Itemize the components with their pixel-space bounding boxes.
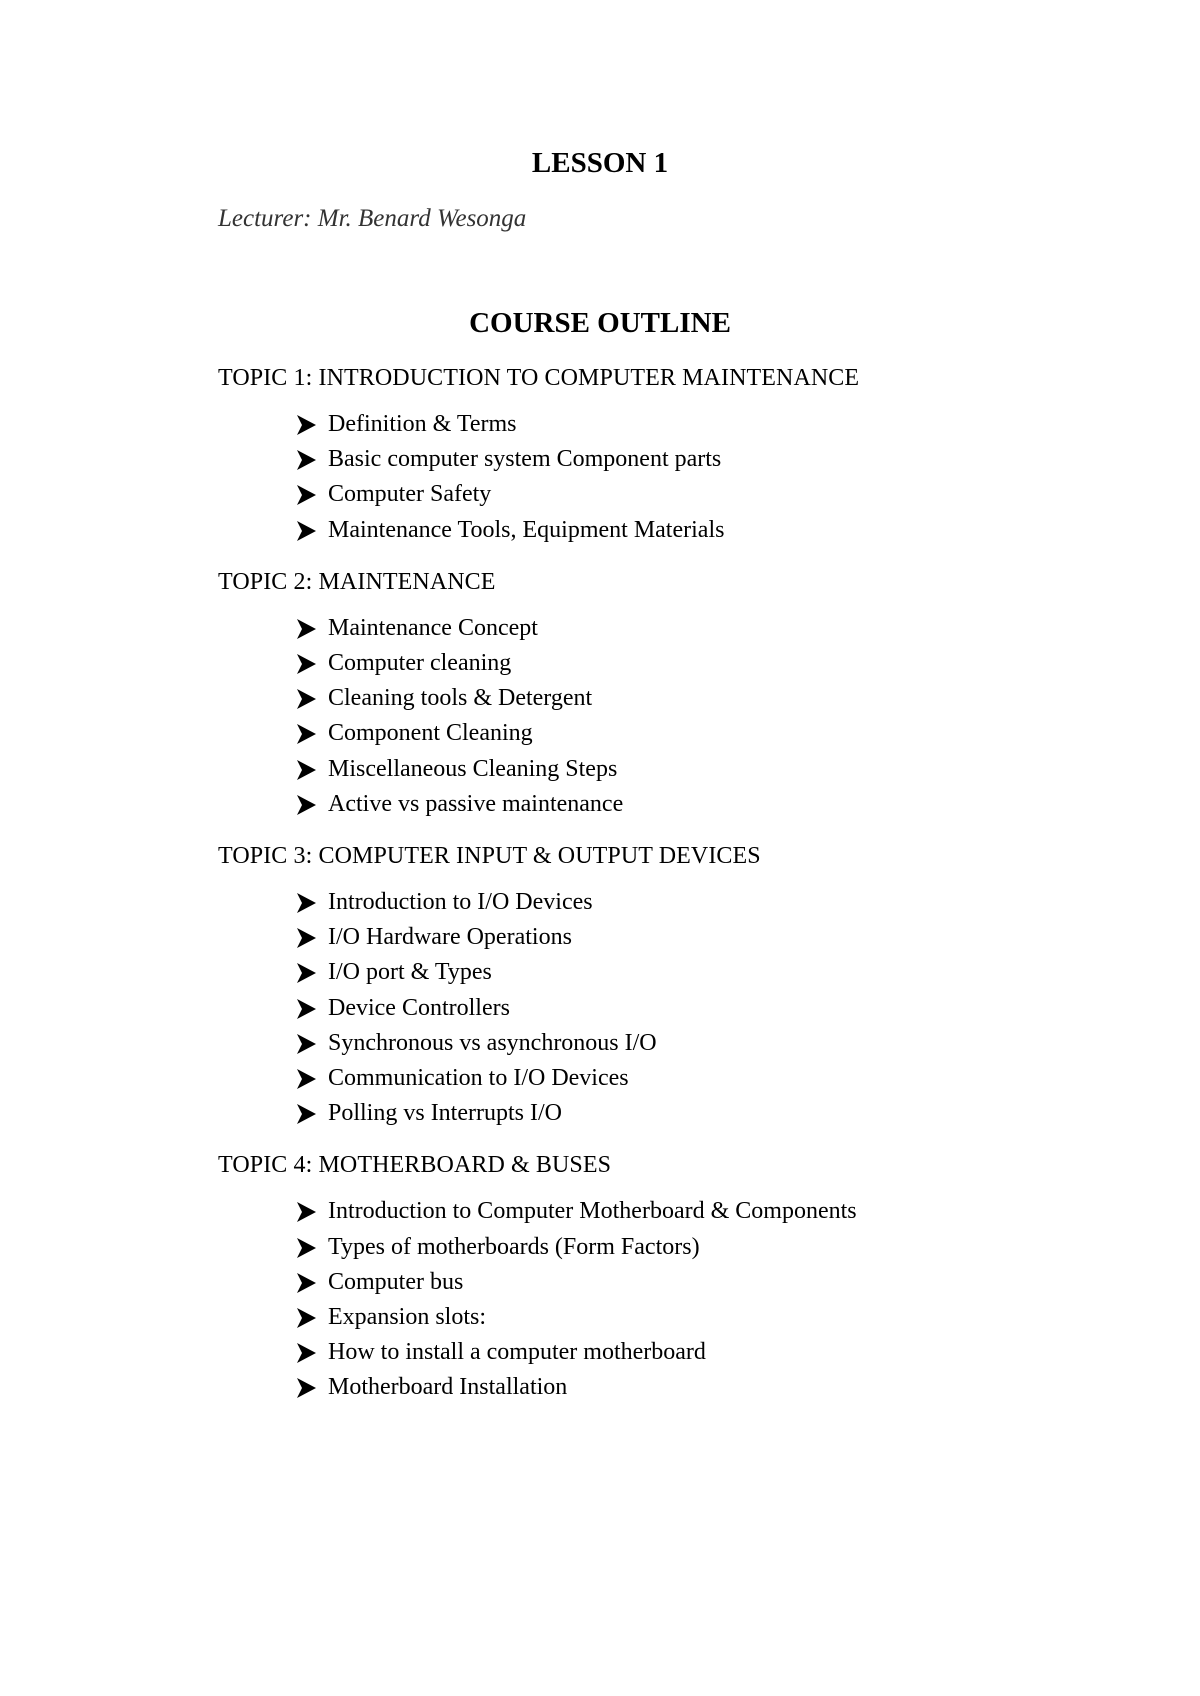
list-item (294, 681, 1118, 716)
topic-heading: TOPIC 1: INTRODUCTION TO COMPUTER MAINTENANCE (218, 365, 860, 391)
list-item (294, 513, 1118, 548)
list-item (294, 442, 1118, 477)
list-item-label: Component Cleaning (328, 720, 533, 747)
list-item (294, 1300, 1118, 1335)
list-item (294, 1230, 1118, 1265)
topic-items (218, 885, 1118, 1131)
list-item-label: Device Controllers (328, 994, 510, 1021)
list-item-label: Definition & Terms (328, 411, 517, 437)
arrowhead-bullet-icon (294, 920, 320, 955)
topic-items (218, 611, 1118, 822)
list-item (294, 991, 1118, 1026)
list-item-label: Maintenance Tools, Equipment Materials (328, 516, 725, 543)
list-item (294, 1194, 1118, 1229)
list-item-label: Polling vs Interrupts I/O (328, 1100, 562, 1127)
list-item-label: Computer cleaning (328, 650, 512, 677)
list-item (294, 477, 1118, 512)
list-item (294, 646, 1118, 681)
arrowhead-bullet-icon (294, 611, 320, 646)
topic-4 (218, 1150, 1118, 1405)
topic-items (218, 407, 1118, 548)
topics-list (218, 363, 1118, 1425)
arrowhead-bullet-icon (294, 1300, 320, 1335)
list-item (294, 752, 1118, 787)
list-item-label: Basic computer system Component parts (328, 446, 722, 473)
topic-heading: TOPIC 4: MOTHERBOARD & BUSES (218, 1152, 612, 1179)
list-item-label: Synchronous vs asynchronous I/O (328, 1029, 657, 1056)
list-item (294, 920, 1118, 955)
list-item (294, 955, 1118, 990)
course-outline-title: COURSE OUTLINE (469, 307, 731, 339)
arrowhead-bullet-icon (294, 513, 320, 548)
arrowhead-bullet-icon (294, 1194, 320, 1229)
arrowhead-bullet-icon (294, 787, 320, 822)
list-item (294, 716, 1118, 751)
arrowhead-bullet-icon (294, 1335, 320, 1370)
list-item-label: Computer bus (328, 1268, 464, 1295)
list-item-label: I/O port & Types (328, 959, 492, 986)
arrowhead-bullet-icon (294, 955, 320, 990)
topic-2 (218, 567, 1118, 822)
list-item-label: Motherboard Installation (328, 1374, 568, 1401)
list-item (294, 1335, 1118, 1370)
arrowhead-bullet-icon (294, 477, 320, 512)
lesson-title: LESSON 1 (531, 147, 669, 179)
topic-heading: TOPIC 2: MAINTENANCE (218, 568, 496, 595)
list-item (294, 1370, 1118, 1405)
arrowhead-bullet-icon (294, 716, 320, 751)
arrowhead-bullet-icon (294, 1061, 320, 1096)
arrowhead-bullet-icon (294, 991, 320, 1026)
list-item-label: Expansion slots: (328, 1304, 487, 1331)
list-item-label: Maintenance Concept (328, 614, 538, 641)
list-item (294, 1061, 1118, 1096)
list-item (294, 407, 1118, 442)
list-item-label: Computer Safety (328, 481, 492, 508)
list-item (294, 1026, 1118, 1061)
list-item-label: How to install a computer motherboard (328, 1339, 706, 1366)
arrowhead-bullet-icon (294, 752, 320, 787)
list-item-label: I/O Hardware Operations (328, 924, 572, 951)
list-item-label: Communication to I/O Devices (328, 1065, 629, 1092)
list-item (294, 1265, 1118, 1300)
arrowhead-bullet-icon (294, 1230, 320, 1265)
arrowhead-bullet-icon (294, 646, 320, 681)
topic-3 (218, 841, 1118, 1131)
arrowhead-bullet-icon (294, 1096, 320, 1131)
topic-items (218, 1194, 1118, 1405)
list-item-label: Introduction to Computer Motherboard & Components (328, 1198, 857, 1225)
arrowhead-bullet-icon (294, 885, 320, 920)
arrowhead-bullet-icon (294, 442, 320, 477)
arrowhead-bullet-icon (294, 1370, 320, 1405)
list-item-label: Introduction to I/O Devices (328, 889, 593, 916)
lecturer-line: Lecturer: Mr. Benard Wesonga (218, 205, 527, 232)
topic-1 (218, 363, 1118, 548)
list-item (294, 885, 1118, 920)
list-item (294, 611, 1118, 646)
list-item-label: Types of motherboards (Form Factors) (328, 1233, 700, 1260)
arrowhead-bullet-icon (294, 407, 320, 442)
list-item-label: Miscellaneous Cleaning Steps (328, 755, 618, 782)
list-item (294, 1096, 1118, 1131)
list-item-label: Active vs passive maintenance (328, 790, 624, 817)
arrowhead-bullet-icon (294, 1265, 320, 1300)
arrowhead-bullet-icon (294, 1026, 320, 1061)
list-item-label: Cleaning tools & Detergent (328, 685, 593, 712)
arrowhead-bullet-icon (294, 681, 320, 716)
topic-heading: TOPIC 3: COMPUTER INPUT & OUTPUT DEVICES (218, 843, 761, 870)
list-item (294, 787, 1118, 822)
